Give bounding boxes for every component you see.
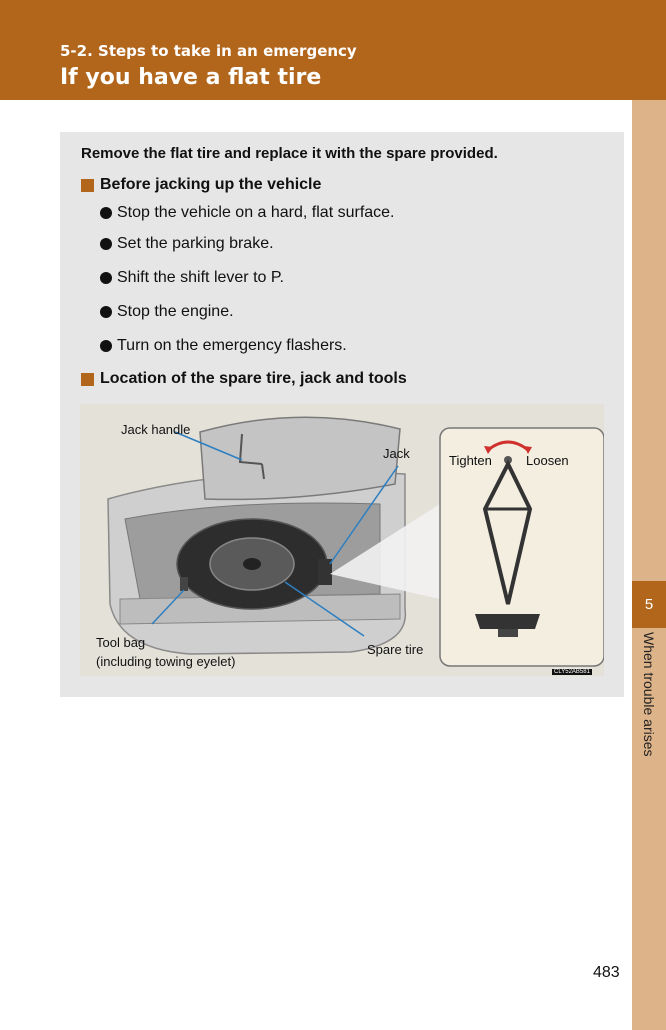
spare-tire-label: Spare tire bbox=[367, 642, 424, 657]
intro-text: Remove the flat tire and replace it with the spare provided. bbox=[81, 145, 498, 162]
list-item bbox=[100, 303, 234, 321]
tighten-label: Tighten bbox=[449, 453, 492, 468]
list-item bbox=[100, 204, 395, 222]
list-item-text: Shift the shift lever to P. bbox=[117, 269, 284, 286]
loosen-label: Loosen bbox=[526, 453, 569, 468]
square-bullet-icon bbox=[81, 373, 94, 386]
page-number: 483 bbox=[593, 964, 620, 981]
square-bullet-icon bbox=[81, 179, 94, 192]
list-item-text: Turn on the emergency flashers. bbox=[117, 337, 347, 354]
heading-label: Location of the spare tire, jack and tools bbox=[100, 370, 407, 387]
list-item bbox=[100, 337, 347, 355]
trunk-illustration bbox=[80, 404, 604, 676]
before-jacking-heading bbox=[81, 176, 321, 194]
location-heading bbox=[81, 370, 407, 388]
tool-bag-note: (including towing eyelet) bbox=[96, 654, 236, 669]
list-item-text: Stop the vehicle on a hard, flat surface. bbox=[117, 204, 395, 221]
list-item bbox=[100, 269, 284, 287]
heading-label: Before jacking up the vehicle bbox=[100, 176, 322, 193]
page-header bbox=[0, 0, 666, 100]
jack-handle-label: Jack handle bbox=[121, 422, 191, 437]
side-tab bbox=[632, 100, 666, 1030]
bullet-icon bbox=[100, 207, 112, 219]
list-item-text: Set the parking brake. bbox=[117, 235, 274, 252]
section-title: 5-2. Steps to take in an emergency bbox=[60, 42, 357, 60]
bullet-icon bbox=[100, 340, 112, 352]
list-item bbox=[100, 235, 274, 253]
tool-bag-label: Tool bag bbox=[96, 635, 146, 650]
jack-label: Jack bbox=[383, 446, 410, 461]
figure-code: CLY52AB581 bbox=[554, 669, 590, 675]
bullet-icon bbox=[100, 306, 112, 318]
page-title: If you have a flat tire bbox=[60, 65, 322, 90]
illustration bbox=[80, 404, 604, 676]
list-item-text: Stop the engine. bbox=[117, 303, 234, 320]
bullet-icon bbox=[100, 238, 112, 250]
bullet-icon bbox=[100, 272, 112, 284]
chapter-title: When trouble arises bbox=[641, 632, 657, 757]
chapter-number[interactable]: 5 bbox=[632, 581, 666, 628]
